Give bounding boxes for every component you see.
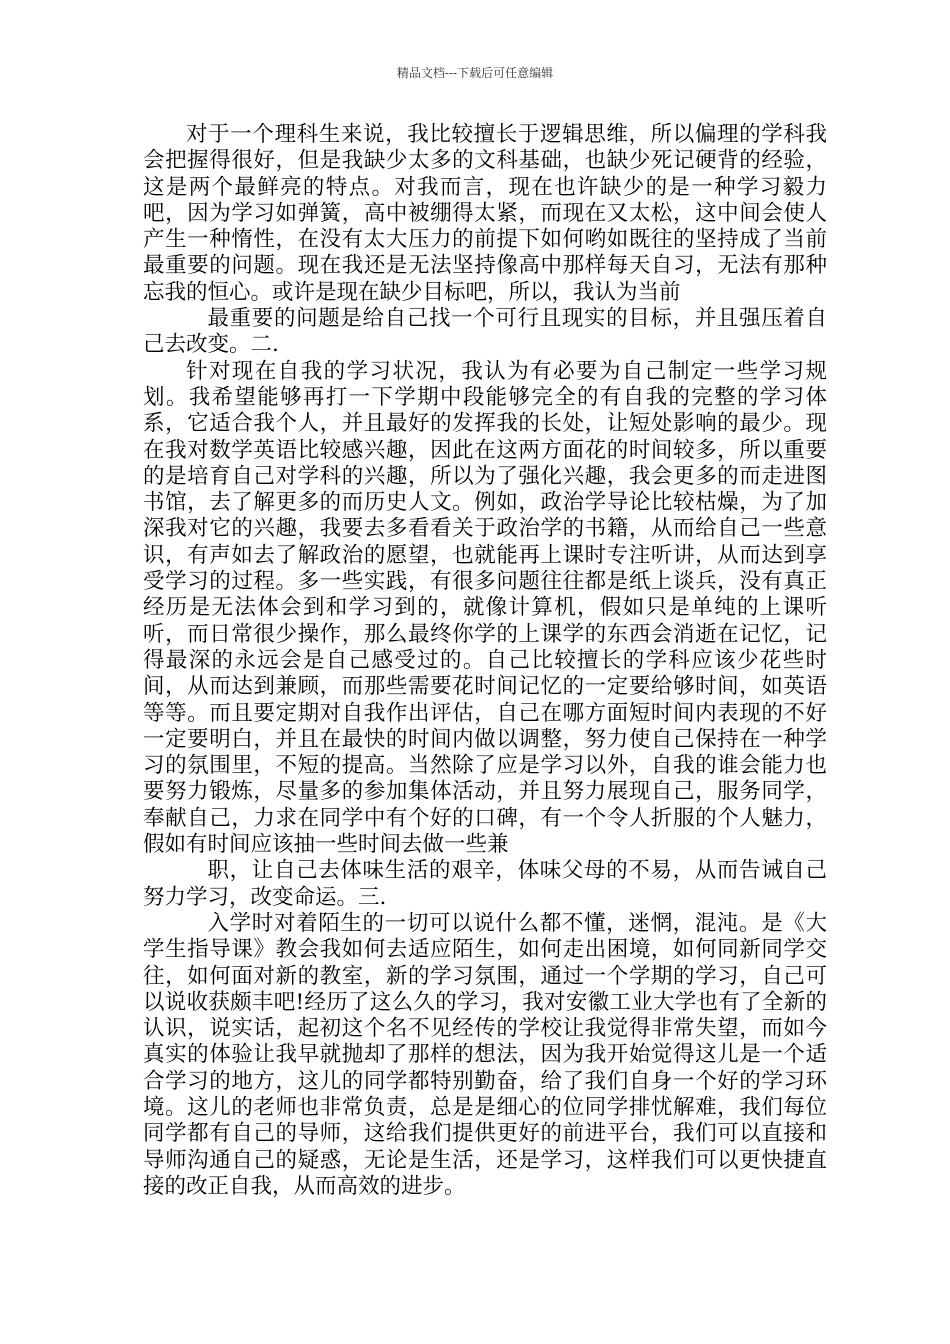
paragraph-5: 入学时对着陌生的一切可以说什么都不懂，迷惘，混沌。是《大学生指导课》教会我如何去适应陌生，如何走出困境，如何同新同学交往，如何面对新的教室，新的学习氛围，通过一个学期的学习，自己可以说收获颇丰吧!经历了这么久的学习，我对安徽工业大学也有了全新的认识，说实话，起初这个名不见经传的学校让我觉得非常失望，而如今真实的体验让我早就抛却了那样的想法，因为我开始觉得这儿是一个适合学习的地方，这儿的同学都特别勤奋，给了我们自身一个好的学习环境。这儿的老师也非常负责，总是是细心的位同学排忧解难，我们每位同学都有自己的导师，这给我们提供更好的前进平台，我们可以直接和导师沟通自己的疑惑，无论是生活，还是学习，这样我们可以更快捷直接的改正自我，从而高效的进步。: [143, 910, 827, 1199]
page-header: 精品文档---下载后可任意编辑: [396, 66, 554, 80]
paragraph-3: 针对现在自我的学习状况，我认为有必要为自己制定一些学习规划。我希望能够再打一下学期中段能够完全的有自我的完整的学习体系，它适合我个人，并且最好的发挥我的长处，让短处影响的最少。现在我对数学英语比较感兴趣，因此在这两方面花的时间较多，所以重要的是培育自己对学科的兴趣，所以为了强化兴趣，我会更多的而走进图书馆，去了解更多的而历史人文。例如，政治学导论比较枯燥，为了加深我对它的兴趣，我要去多看看关于政治学的书籍，从而给自己一些意识，有声如去了解政治的愿望，也就能再上课时专注听讲，从而达到享受学习的过程。多一些实践，有很多问题往往都是纸上谈兵，没有真正经历是无法体会到和学习到的，就像计算机，假如只是单纯的上课听听，而日常很少操作，那么最终你学的上课学的东西会消逝在记忆，记得最深的永远会是自己感受过的。自己比较擅长的学科应该少花些时间，从而达到兼顾，而那些需要花时间记忆的一定要给够时间，如英语等等。而且要定期对自我作出评估，自己在哪方面短时间内表现的不好一定要明白，并且在最快的时间内做以调整，努力使自己保持在一种学习的氛围里，不短的提高。当然除了应是学习以外，自我的谁会能力也要努力锻炼，尽量多的参加集体活动，并且努力展现自己，服务同学，奉献自己，力求在同学中有个好的口碑，有一个令人折服的个人魅力，假如有时间应该抽一些时间去做一些兼: [143, 358, 827, 858]
paragraph-1: 对于一个理科生来说，我比较擅长于逻辑思维，所以偏理的学科我会把握得很好，但是我缺少太多的文科基础，也缺少死记硬背的经验，这是两个最鲜亮的特点。对我而言，现在也许缺少的是一种学习毅力吧，因为学习如弹簧，高中被绷得太紧，而现在又太松，这中间会使人产生一种惰性，在没有太大压力的前提下如何哟如既往的坚持成了当前最重要的问题。现在我还是无法坚持像高中那样每天自习，无法有那种忘我的恒心。或许是现在缺少目标吧，所以，我认为当前: [143, 122, 827, 305]
document-body: [143, 122, 827, 1200]
paragraph-4: 职，让自己去体味生活的艰辛，体味父母的不易，从而告诫自己努力学习，改变命运。三.: [143, 858, 827, 910]
paragraph-2: 最重要的问题是给自己找一个可行且现实的目标，并且强压着自己去改变。二.: [143, 306, 827, 358]
